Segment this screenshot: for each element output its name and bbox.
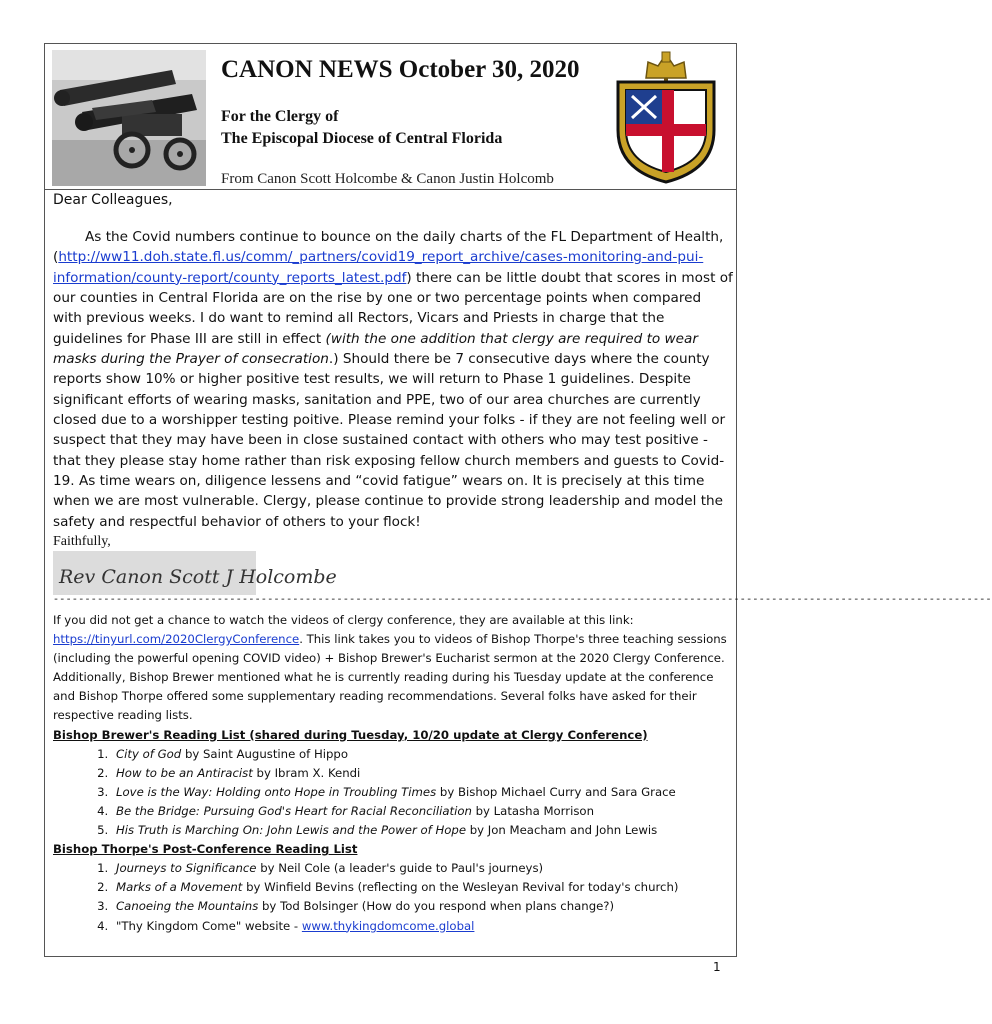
book-author: by Jon Meacham and John Lewis: [466, 823, 658, 838]
signature-image: [53, 551, 337, 595]
cannon-photo: [52, 50, 206, 186]
subtitle-line2: The Episcopal Diocese of Central Florida: [221, 130, 503, 147]
thorpe-list-heading: Bishop Thorpe's Post-Conference Reading List: [53, 842, 358, 857]
newsletter-title: CANON NEWS October 30, 2020: [221, 56, 580, 83]
thorpe-reading-list: [53, 859, 733, 935]
list-item: [112, 783, 733, 802]
book-author: by Winfield Bevins (reflecting on the Wesleyan Revival for today's church): [242, 880, 679, 895]
book-title: City of God: [116, 746, 182, 761]
book-title: How to be an Antiracist: [116, 765, 253, 780]
list-item: [112, 764, 733, 783]
list-item: [112, 821, 733, 840]
book-author: by Tod Bolsinger (How do you respond when plans change?): [258, 899, 615, 914]
brewer-list-heading: Bishop Brewer's Reading List (shared during Tuesday, 10/20 update at Clergy Conference): [53, 727, 648, 742]
book-author: by Ibram X. Kendi: [252, 765, 361, 780]
letter-text: ) there can be little doubt that scores in most of our counties in Central Florida are on the rise by one or two percentage points when compared with previous weeks. I do want to remind all Rectors, Vicars and Priests in charge that the guidelines for Phase III are still in effect: [53, 269, 733, 347]
website-label: "Thy Kingdom Come" website -: [116, 918, 302, 933]
list-item: [112, 917, 733, 936]
from-line: From Canon Scott Holcombe & Canon Justin Holcomb: [221, 171, 554, 187]
book-title: Be the Bridge: Pursuing God's Heart for Racial Reconciliation: [116, 803, 472, 818]
brewer-reading-list: [53, 745, 733, 840]
cannon-photo-graphic: [52, 50, 206, 186]
greeting: Dear Colleagues,: [53, 192, 173, 208]
list-item: [112, 859, 733, 878]
letter-text: As the Covid numbers continue to bounce on the daily charts of the FL Department of Health, (: [53, 229, 724, 266]
book-author: by Saint Augustine of Hippo: [181, 746, 348, 761]
section-divider: -----------------------------------------------------------------------------------------------------------------------------------------------------: [53, 595, 992, 606]
conference-additional: Additionally, Bishop Brewer mentioned what he is currently reading during his Tuesday update at the conference and Bishop Thorpe offered some supplementary reading recommendations. Several folks have asked for their respective reading lists.: [53, 670, 714, 723]
conference-text: If you did not get a chance to watch the videos of clergy conference, they are available at this link:: [53, 613, 634, 627]
signature-graphic: [53, 551, 337, 595]
book-title: Love is the Way: Holding onto Hope in Troubling Times: [116, 784, 437, 799]
closing: Faithfully,: [53, 534, 111, 549]
book-title: His Truth is Marching On: John Lewis and the Power of Hope: [116, 823, 467, 838]
doh-report-link[interactable]: http://ww11.doh.state.fl.us/comm/_partners/covid19_report_archive/cases-monitoring-and-pui-information/county-report/county_reports_latest.pdf: [53, 249, 704, 286]
book-title: Journeys to Significance: [116, 861, 257, 876]
header-divider: [44, 189, 737, 190]
subtitle-line1: For the Clergy of: [221, 108, 339, 125]
list-item: [112, 897, 733, 916]
conference-text: . This link takes you to videos of Bishop Thorpe's three teaching sessions (including the powerful opening COVID video) + Bishop Brewer's Eucharist sermon at the 2020 Clergy Conference.: [53, 632, 727, 666]
signature-text: Rev Canon Scott J Holcombe: [59, 566, 337, 588]
book-author: by Bishop Michael Curry and Sara Grace: [436, 784, 676, 799]
letter-paragraph: [53, 227, 733, 532]
letter-italic-text: (with the one addition that clergy are required to wear masks during the Prayer of consecration: [53, 330, 698, 368]
conference-intro: [53, 611, 733, 668]
book-title: Canoeing the Mountains: [116, 899, 259, 914]
book-title: Marks of a Movement: [116, 880, 243, 895]
conference-section: [53, 611, 733, 936]
letter-body: [53, 227, 733, 532]
page-number: 1: [713, 960, 721, 974]
book-author: by Latasha Morrison: [471, 803, 594, 818]
list-item: [112, 802, 733, 821]
thykingdomcome-link[interactable]: www.thykingdomcome.global: [301, 918, 475, 933]
diocese-crest-logo: [614, 52, 718, 184]
conference-videos-link[interactable]: https://tinyurl.com/2020ClergyConference: [53, 632, 300, 647]
list-item: [112, 745, 733, 764]
letter-text: .) Should there be 7 consecutive days where the county reports show 10% or higher positive test results, we will return to Phase 1 guidelines. Despite significant efforts of wearing masks, sanitation and PPE, two of our area churches are currently closed due to a worshipper testing poitive. Please remind your folks - if they are not feeling well or suspect that they may have been in close sustained contact with others who may test positive - that they please stay home rather than risk exposing fellow church members and guests to Covid-19. As time wears on, diligence lessens and “covid fatigue” wears on. It is precisely at this time when we are most vulnerable. Clergy, please continue to provide strong leadership and model the safety and respectful behavior of others to your flock!: [53, 351, 726, 530]
list-item: [112, 878, 733, 897]
book-author: by Neil Cole (a leader's guide to Paul's journeys): [256, 861, 544, 876]
